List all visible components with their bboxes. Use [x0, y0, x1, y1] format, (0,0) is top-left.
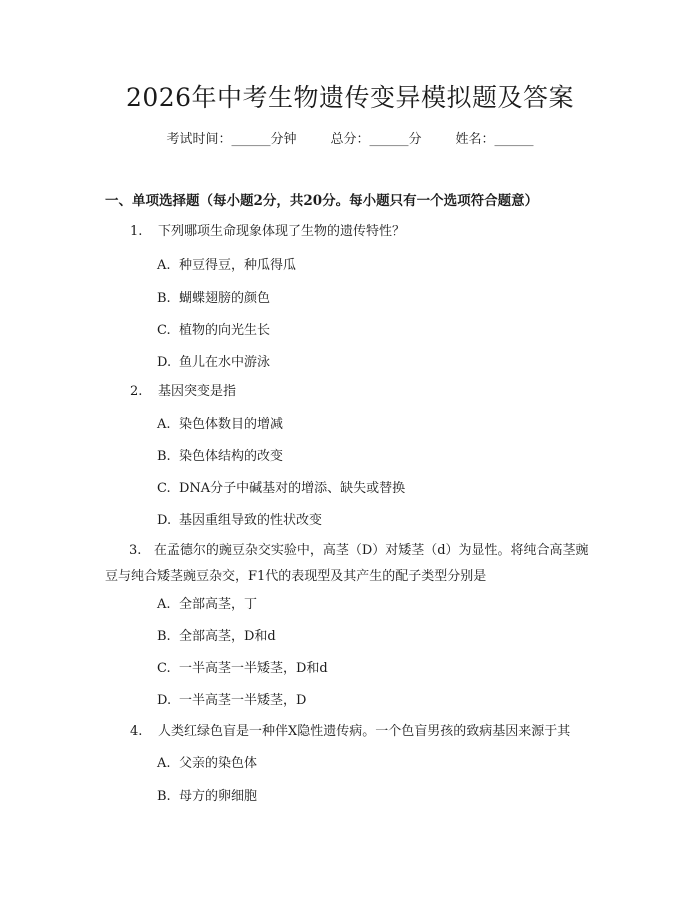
question-number: 2. — [130, 384, 143, 399]
option-letter: A. — [157, 597, 171, 612]
option-text: 一半高茎一半矮茎，D和d — [179, 661, 328, 676]
option-letter: C. — [157, 323, 171, 338]
option-letter: C. — [157, 661, 171, 676]
exam-time-field: 考试时间：______分钟 — [166, 132, 297, 147]
question-3 — [105, 538, 600, 590]
student-name-field: 姓名：______ — [455, 132, 534, 147]
question-text: 基因突变是指 — [158, 384, 237, 399]
question-4 — [130, 721, 570, 743]
question-1-option-c — [157, 320, 270, 342]
option-letter: B. — [157, 789, 171, 804]
option-text: 一半高茎一半矮茎，D — [179, 693, 307, 708]
question-2-option-c — [157, 478, 405, 500]
option-text: 蝴蝶翅膀的颜色 — [179, 291, 271, 306]
question-number: 1. — [130, 224, 143, 239]
option-text: 父亲的染色体 — [179, 756, 258, 771]
question-1-option-b — [157, 288, 270, 310]
question-3-option-a — [157, 594, 257, 616]
section-heading: 一、单项选择题（每小题2分，共20分。每小题只有一个选项符合题意） — [105, 193, 539, 209]
option-text: 染色体结构的改变 — [179, 449, 284, 464]
question-text: 人类红绿色盲是一种伴X隐性遗传病。一个色盲男孩的致病基因来源于其 — [158, 724, 571, 739]
question-2 — [130, 381, 236, 403]
question-text: 下列哪项生命现象体现了生物的遗传特性？ — [158, 224, 406, 239]
question-1-option-d — [157, 352, 270, 374]
option-letter: B. — [157, 291, 171, 306]
question-4-option-a — [157, 753, 257, 775]
question-3-option-c — [157, 658, 328, 680]
option-text: 母方的卵细胞 — [179, 789, 258, 804]
question-1-option-a — [157, 255, 296, 277]
exam-meta — [0, 130, 700, 150]
question-2-option-b — [157, 446, 283, 468]
option-letter: A. — [157, 756, 171, 771]
question-1 — [130, 221, 405, 243]
option-letter: B. — [157, 449, 171, 464]
option-text: 种豆得豆，种瓜得瓜 — [179, 258, 297, 273]
exam-title: 2026年中考生物遗传变异模拟题及答案 — [125, 83, 575, 112]
question-3-option-d — [157, 690, 306, 712]
option-text: DNA分子中碱基对的增添、缺失或替换 — [179, 481, 406, 496]
option-text: 全部高茎，丁 — [179, 597, 258, 612]
question-number: 4. — [130, 724, 143, 739]
option-letter: D. — [157, 693, 172, 708]
total-score-field: 总分：______分 — [330, 132, 422, 147]
question-number: 3. — [129, 543, 142, 558]
option-text: 植物的向光生长 — [179, 323, 271, 338]
option-letter: A. — [157, 417, 171, 432]
question-2-option-a — [157, 414, 283, 436]
option-letter: A. — [157, 258, 171, 273]
option-letter: D. — [157, 355, 172, 370]
option-text: 鱼儿在水中游泳 — [179, 355, 271, 370]
question-2-option-d — [157, 510, 322, 532]
option-letter: D. — [157, 513, 172, 528]
option-letter: B. — [157, 629, 171, 644]
option-text: 基因重组导致的性状改变 — [179, 513, 323, 528]
option-letter: C. — [157, 481, 171, 496]
question-text: 在孟德尔的豌豆杂交实验中，高茎（D）对矮茎（d）为显性。将纯合高茎豌豆与纯合矮茎豌豆杂交，F1代的表现型及其产生的配子类型分别是 — [105, 543, 589, 584]
question-3-option-b — [157, 626, 276, 648]
option-text: 染色体数目的增减 — [179, 417, 284, 432]
question-4-option-b — [157, 786, 257, 808]
option-text: 全部高茎，D和d — [179, 629, 276, 644]
